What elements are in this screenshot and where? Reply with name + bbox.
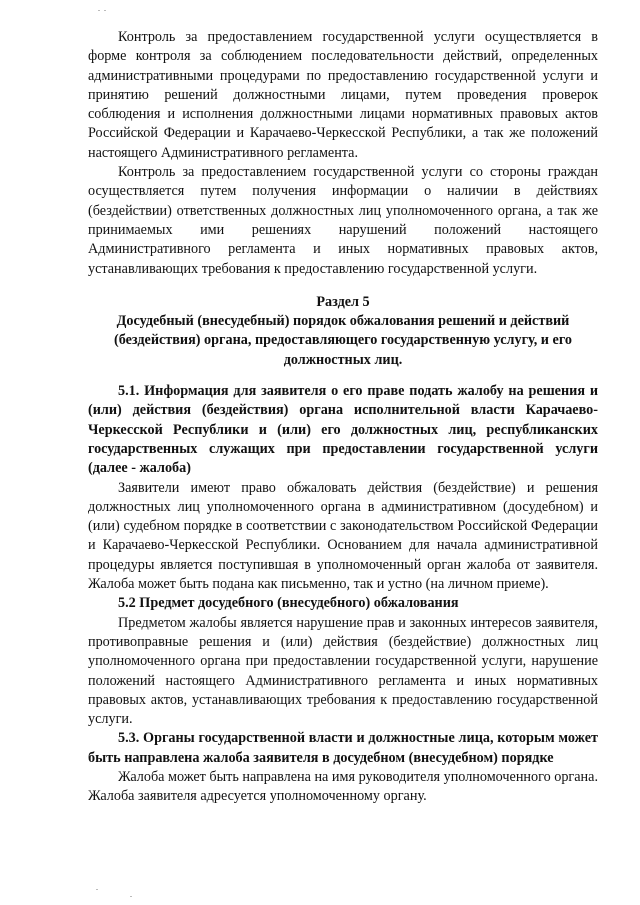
document-page — [88, 28, 598, 807]
paragraph-citizen-control: Контроль за предоставлением государственной услуги со стороны граждан осуществляется путем получения информации о наличии в действиях (бездействии) ответственных должностных лиц уполномоченного органа, а так же принимаемых ими решениях нарушений положений настоящего Административного регламента и иных нормативных правовых актов, устанавливающих требования к предоставлению государственной услуги. — [88, 164, 598, 277]
scan-speck — [130, 896, 132, 897]
subsection-5-1-text: Заявители имеют право обжаловать действия (бездействие) и решения должностных лиц уполномоченного органа в административном (досудебном) и (или) судебном порядке в соответствии с законодательством Российской Федерации и Карачаево-Черкесской Республики. Основанием для начала административной процедуры является поступившая в уполномоченный орган жалоба от заявителя. Жалоба может быть подана как письменно, так и устно (на личном приеме). — [88, 479, 598, 593]
subsection-5-3-heading: 5.3. Органы государственной власти и должностные лица, которым может быть направлена жалоба заявителя в досудебном (внесудебном) порядке — [88, 730, 598, 766]
subsection-5-2-text: Предметом жалобы является нарушение прав и законных интересов заявителя, противоправные решения и (или) действия (бездействие) должностных лиц уполномоченного органа при предоставлении государственной услуги, нарушение положений настоящего Административного регламента и иных нормативных правовых актов, устанавливающих требования к предоставлению государственной услуги. — [88, 614, 598, 728]
section-title: Досудебный (внесудебный) порядок обжалования решений и действий (бездействия) органа, предоставляющего государственную услугу, и его должностных лиц. — [113, 313, 572, 368]
section-heading: Раздел 5 — [316, 293, 370, 310]
subsection-5-3-text: Жалоба может быть направлена на имя руководителя уполномоченного органа. Жалоба заявителя адресуется уполномоченному органу. — [88, 768, 598, 805]
paragraph-control-form: Контроль за предоставлением государственной услуги осуществляется в форме контроля за соблюдением последовательности действий, определенных административными процедурами по предоставлению государственной услуги и принятию решений должностными лицами, путем проведения проверок соблюдения и исполнения должностными лицами нормативных правовых актов Российской Федерации и Карачаево-Черкесской Республики, а так же положений настоящего Административного регламента. — [88, 29, 598, 161]
subsection-5-2-heading: 5.2 Предмет досудебного (внесудебного) обжалования — [118, 595, 459, 612]
scan-speck — [96, 889, 98, 890]
scan-speck — [98, 10, 100, 11]
subsection-5-1-heading: 5.1. Информация для заявителя о его праве подать жалобу на решения и (или) действия (бездействия) органа исполнительной власти Карачаево-Черкесской Республики и (или) его должностных лиц, республиканских государственных служащих при предоставлении государственной услуги (далее - жалоба) — [88, 383, 598, 477]
scan-speck — [104, 10, 106, 11]
